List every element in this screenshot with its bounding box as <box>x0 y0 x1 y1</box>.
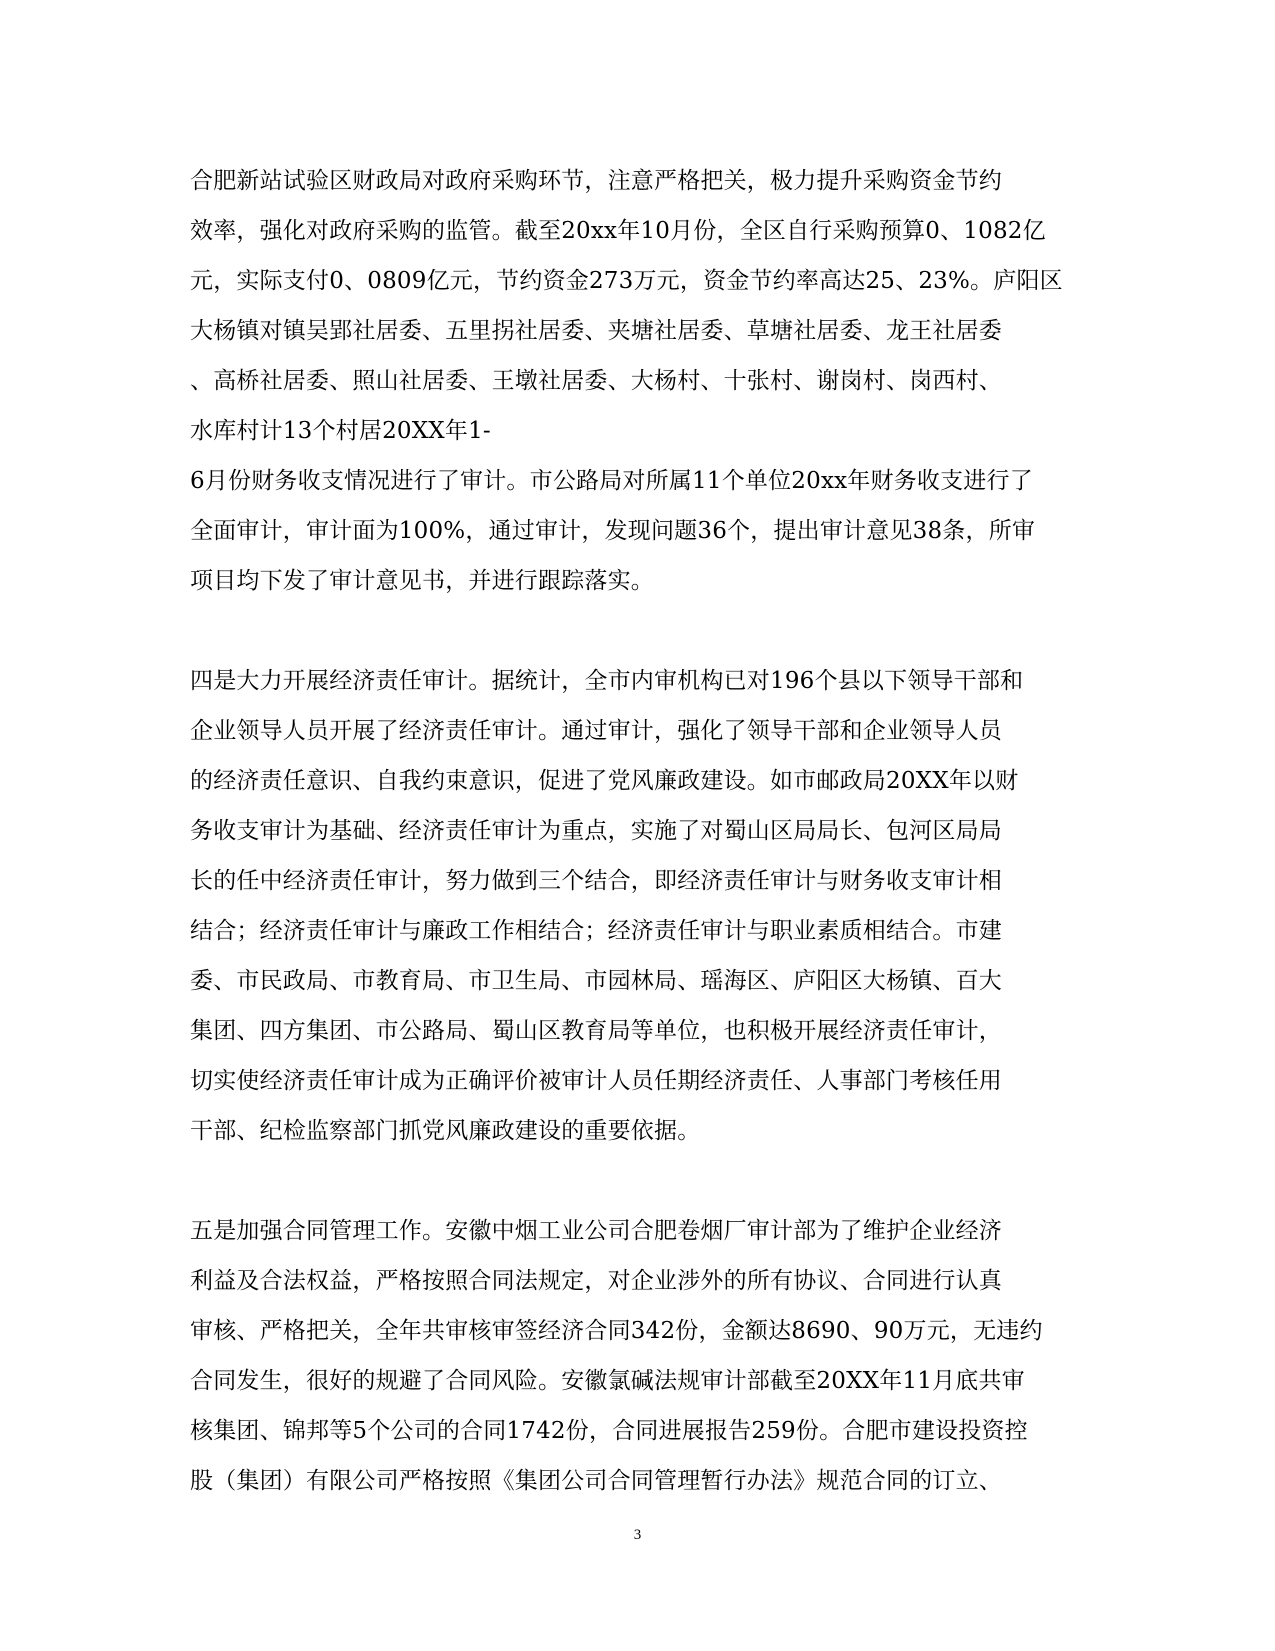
text-line: 切实使经济责任审计成为正确评价被审计人员任期经济责任、人事部门考核任用 <box>190 1068 1002 1094</box>
text-line: 效率，强化对政府采购的监管。截至20xx年10月份，全区自行采购预算0、1082亿 <box>190 218 1046 244</box>
text-line: 务收支审计为基础、经济责任审计为重点，实施了对蜀山区局局长、包河区局局 <box>190 818 1002 844</box>
text-line: 核集团、锦邦等5个公司的合同1742份，合同进展报告259份。合肥市建设投资控 <box>190 1418 1028 1444</box>
text-line: 长的任中经济责任审计，努力做到三个结合，即经济责任审计与财务收支审计相 <box>190 868 1002 894</box>
paragraph-spacer <box>190 606 1090 656</box>
text-line: 合同发生，很好的规避了合同风险。安徽氯碱法规审计部截至20XX年11月底共审 <box>190 1368 1025 1394</box>
paragraph-2 <box>190 656 1090 1156</box>
text-line: 集团、四方集团、市公路局、蜀山区教育局等单位，也积极开展经济责任审计， <box>190 1018 1002 1044</box>
document-body <box>190 156 1090 1506</box>
text-line: 委、市民政局、市教育局、市卫生局、市园林局、瑶海区、庐阳区大杨镇、百大 <box>190 968 1002 994</box>
text-line: 水库村计13个村居20XX年1- <box>190 418 491 444</box>
page-number: 3 <box>633 1527 642 1543</box>
text-line: 结合；经济责任审计与廉政工作相结合；经济责任审计与职业素质相结合。市建 <box>190 918 1002 944</box>
paragraph-spacer <box>190 1156 1090 1206</box>
text-line: 利益及合法权益，严格按照合同法规定，对企业涉外的所有协议、合同进行认真 <box>190 1268 1002 1294</box>
text-line: 四是大力开展经济责任审计。据统计，全市内审机构已对196个县以下领导干部和 <box>190 668 1024 694</box>
text-line: 五是加强合同管理工作。安徽中烟工业公司合肥卷烟厂审计部为了维护企业经济 <box>190 1218 1002 1244</box>
text-line: 干部、纪检监察部门抓党风廉政建设的重要依据。 <box>190 1118 701 1144</box>
text-line: 合肥新站试验区财政局对政府采购环节，注意严格把关，极力提升采购资金节约 <box>190 168 1002 194</box>
text-line: 全面审计，审计面为100%，通过审计，发现问题36个，提出审计意见38条，所审 <box>190 518 1036 544</box>
text-line: 审核、严格把关，全年共审核审签经济合同342份，金额达8690、90万元，无违约 <box>190 1318 1043 1344</box>
text-line: 、高桥社居委、照山社居委、王墩社居委、大杨村、十张村、谢岗村、岗西村、 <box>190 368 1002 394</box>
text-line: 企业领导人员开展了经济责任审计。通过审计，强化了领导干部和企业领导人员 <box>190 718 1002 744</box>
text-line: 项目均下发了审计意见书，并进行跟踪落实。 <box>190 568 654 594</box>
paragraph-1 <box>190 156 1090 606</box>
text-line: 股（集团）有限公司严格按照《集团公司合同管理暂行办法》规范合同的订立、 <box>190 1468 1002 1494</box>
text-line: 的经济责任意识、自我约束意识，促进了党风廉政建设。如市邮政局20XX年以财 <box>190 768 1019 794</box>
text-line: 大杨镇对镇吴郢社居委、五里拐社居委、夹塘社居委、草塘社居委、龙王社居委 <box>190 318 1002 344</box>
text-line: 6月份财务收支情况进行了审计。市公路局对所属11个单位20xx年财务收支进行了 <box>190 468 1033 494</box>
text-line: 元，实际支付0、0809亿元，节约资金273万元，资金节约率高达25、23%。庐阳区 <box>190 268 1063 294</box>
paragraph-3 <box>190 1206 1090 1506</box>
